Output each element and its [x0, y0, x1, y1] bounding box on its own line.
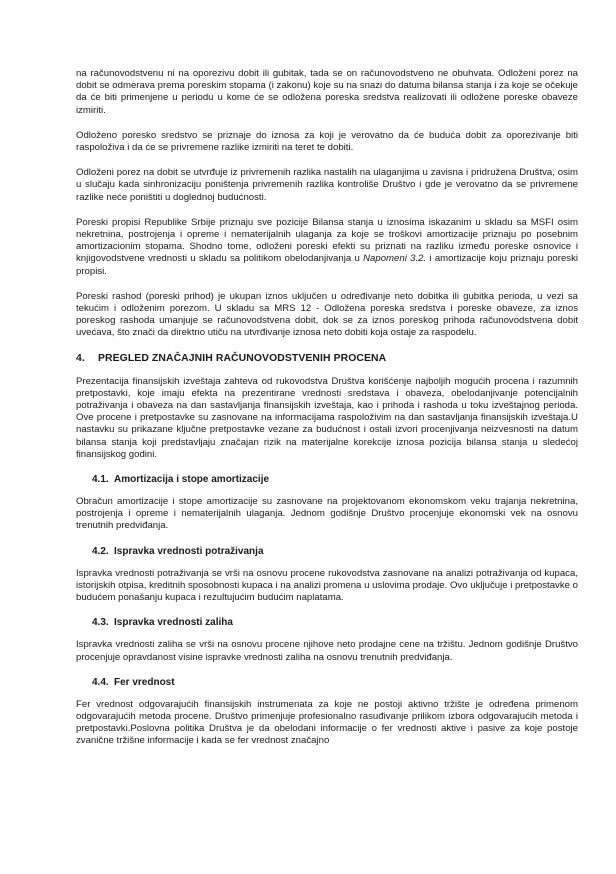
tax-regulations-text-a: Poreski propisi Republike Srbije priznaju sve pozicije Bilansa stanja u iznosima iskazanim u skladu sa MSFI osim nekretnina, postrojenja i opreme i nematerijalnih ulaganja za koje se troškovi amortizacije priznaju po posebnim amortizacionim stopama. Shodno tome, odloženi poreski efekti su priznati na razliku između poreske osnovice i knjigovodstvene vrednosti u skladu sa politikom obelodanjivanja u — [76, 216, 578, 265]
paragraph-deferred-tax-subsidiaries: Odloženi porez na dobit se utvrđuje iz privremenih razlika nastalih na ulaganjima u zavisna i pridružena Društva, osim u slučaju kada sinhronizaciju poništenja privremenih razlika kontroliše Društvo i gde je verovatno da se privremene razlike neće poništiti u doglednoj budućnosti. — [76, 167, 578, 203]
paragraph-estimates-intro: Prezentacija finansijskih izveštaja zahteva od rukovodstva Društva korišćenje najboljih mogućih procena i razumnih pretpostavki, koje imaju efekta na prezentirane vrednosti sredstava i obaveza, obelodanjivanje potencijalnih potraživanja i obaveza na dan sastavljanja finansijskih izveštaja, kao i prihoda i rashoda u toku izveštajnog perioda. Ove procene i pretpostavke su zasnovane na informacijama raspoloživim na dan sastavljanja finansijskih izveštaja.U nastavku su prikazane ključne pretpostavke vezane za budućnost i ostali izvori procenjivanja neizvesnosti na datum bilansa stanja koji predstavljaju značajan rizik na materijalne korekcije iznosa pozicija bilansa stanja u sledećoj finansijskog godini. — [76, 375, 578, 460]
paragraph-tax-regulations — [76, 217, 578, 278]
subsection-heading-inventory — [92, 617, 578, 628]
note-reference: Napomeni 3.2. — [363, 253, 427, 265]
paragraph-amortization: Obračun amortizacije i stope amortizacije su zasnovane na projektovanom ekonomskom veku trajanja nekretnina, postrojenja i opreme i nematerijalnih ulaganja. Jednom godišnje Društvo procenjuje ekonomski vek na osnovu trenutnih predviđanja. — [76, 496, 578, 532]
section-heading — [76, 353, 578, 364]
subsection-title: Ispravka vrednosti potraživanja — [114, 545, 264, 557]
tax-regulations-text-b: i amortizacije koju priznaju poreski propisi. — [76, 253, 579, 277]
subsection-number: 4.3. — [92, 617, 109, 629]
section-title: PREGLED ZNAČAJNIH RAČUNOVODSTVENIH PROCENA — [98, 352, 387, 364]
subsection-number: 4.1. — [92, 474, 109, 486]
paragraph-tax-expense: Poreski rashod (poreski prihod) je ukupan iznos uključen u određivanje neto dobitka ili gubitka perioda, u vezi sa tekućim i odloženim porezom. U skladu sa MRS 12 - Odložena poreska sredstva i poreske obaveze, za iznos poreskog rashoda umanjuje se računovodstvena dobit, dok se za iznos poreskog prihoda računovodstvena dobit uvećava, što znači da direktno utiču na utvrđivanje iznosa neto dobiti koja ostaje za raspodelu. — [76, 290, 578, 339]
subsection-title: Amortizacija i stope amortizacije — [114, 474, 270, 486]
subsection-heading-amortization — [92, 474, 578, 485]
subsection-title: Ispravka vrednosti zaliha — [114, 617, 233, 629]
section-number: 4. — [76, 352, 85, 364]
subsection-number: 4.2. — [92, 545, 109, 557]
subsection-heading-receivables — [92, 546, 578, 557]
paragraph-receivables: Ispravka vrednosti potraživanja se vrši na osnovu procene rukovodstva zasnovane na analizi potraživanja od kupaca, istorijskih otpisa, kreditnih sposobnosti kupaca i na analizi promena u uslovima prodaje. Ovo uključuje i pretpostavke o budućem ponašanju kupaca i rezultujućim budućim naplatama. — [76, 567, 578, 604]
paragraph-fair-value: Fer vrednost odgovarajućih finansijskih instrumenata za koje ne postoji aktivno tržište je određena primenom odgovarajućih metoda procene. Društvo primenjuje profesionalno rasuđivanje prilikom izbora odgovarajućih metoda i pretpostavki.Poslovna politika Društva je da obelodani informacije o fer vrednosti aktive i pasive za koje postoje zvanične tržišne informacije i kada se fer vrednost značajno — [76, 698, 578, 747]
subsection-heading-fair-value — [92, 677, 578, 688]
paragraph-inventory: Ispravka vrednosti zaliha se vrši na osnovu procene njihove neto prodajne cene na tržištu. Jednom godišnje Društvo procenjuje opravdanost visine ispravke vrednosti zaliha na osnovu trenutnih predviđanja. — [76, 639, 578, 663]
paragraph-deferred-tax-measurement: na računovodstvenu ni na oporezivu dobit ili gubitak, tada se on računovodstveno ne obuhvata. Odloženi porez na dobit se odmerava prema poreskim stopama (i zakonu) koje su na snazi do datuma bilansa stanja i za koje se očekuje da će biti primenjene u periodu u kome će se odložena poreska sredstva realizovati ili odložene poreske obaveze izmiriti. — [76, 68, 578, 116]
subsection-title: Fer vrednost — [114, 676, 175, 688]
subsection-number: 4.4. — [92, 676, 109, 688]
paragraph-deferred-tax-asset: Odloženo poresko sredstvo se priznaje do iznosa za koji je verovatno da će buduća dobit za oporezivanje biti raspoloživa i da će se privremene razlike izmiriti na teret te dobiti. — [76, 129, 578, 154]
